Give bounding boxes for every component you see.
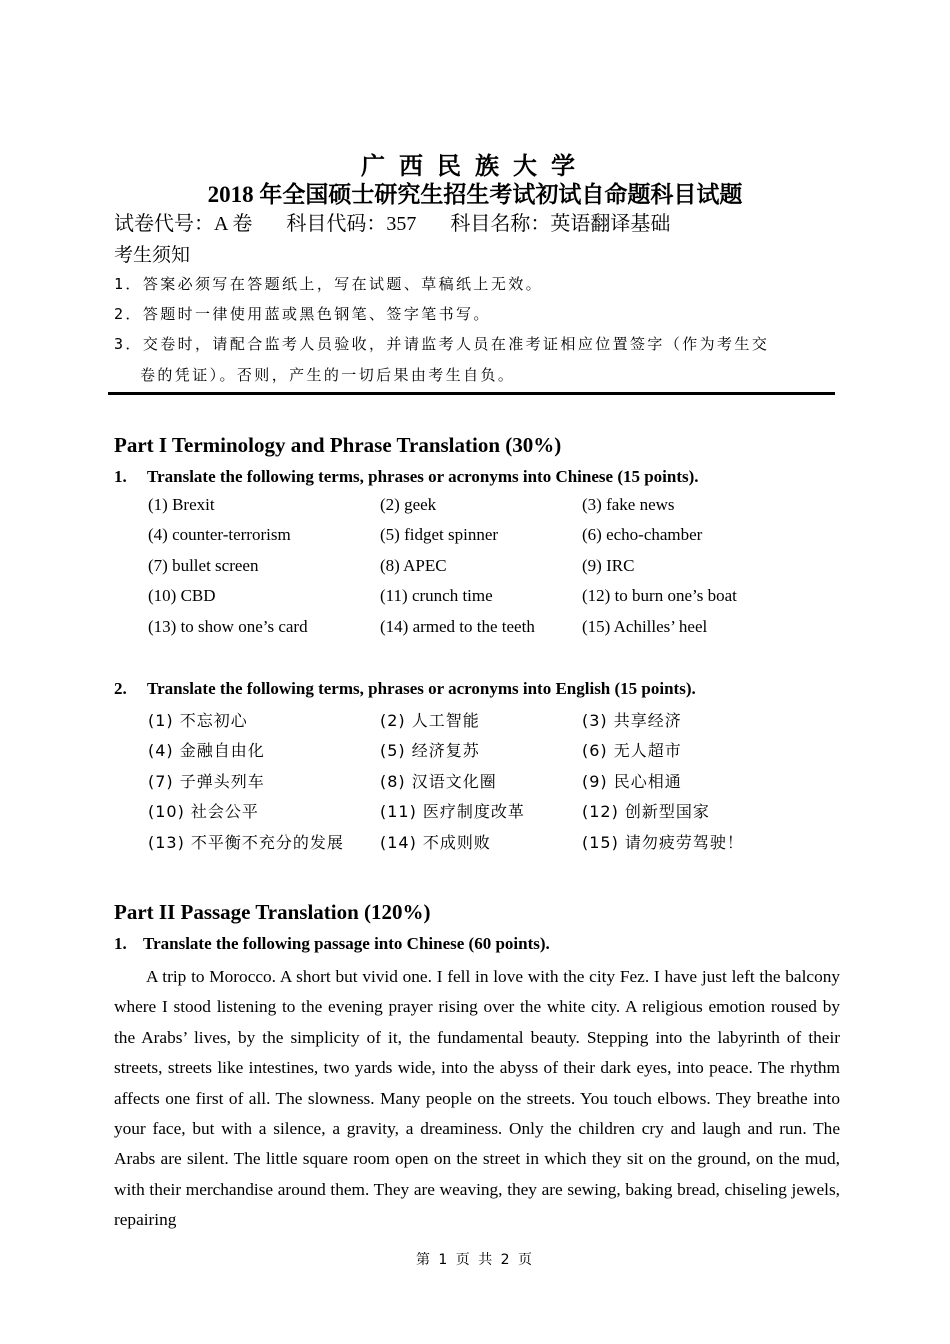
part2-q1-instruction xyxy=(114,934,550,954)
term-row xyxy=(148,830,838,860)
question-number: 1. xyxy=(114,934,127,953)
term-item: (13) to show one’s card xyxy=(148,616,308,636)
term-item: (15) 请勿疲劳驾驶！ xyxy=(582,832,744,852)
term-item: (9) 民心相通 xyxy=(582,771,682,791)
term-item: (9) IRC xyxy=(582,555,635,575)
question-text: Translate the following terms, phrases or acronyms into English (15 points). xyxy=(147,679,696,698)
term-item: (11) crunch time xyxy=(380,586,493,606)
term-item: (2) 人工智能 xyxy=(380,711,480,730)
notice-heading: 考生须知 xyxy=(114,244,191,266)
term-item: (4) 金融自由化 xyxy=(148,741,265,761)
part1-q1-instruction xyxy=(114,467,699,487)
page-footer: 第 1 页 共 2 页 xyxy=(415,1252,535,1268)
notice-item: 2．答题时一律使用蓝或黑色钢笔、签字笔书写。 xyxy=(114,305,491,323)
part2-title: Part II Passage Translation (120%) xyxy=(114,900,431,924)
term-item: (7) 子弹头列车 xyxy=(148,771,265,791)
term-row xyxy=(148,525,838,555)
translation-passage: A trip to Morocco. A short but vivid one. I fell in love with the city Fez. I have just left the balcony where I stood listening to the evening prayer rising over the white city. A religious emotion roused by the Arabs’ lives, by the simplicity of it, the fundamental beauty. Stepping into the labyrinth of their streets, streets like intestines, two yards wide, into the abyss of their dark eyes, into peace. The rhythm affects one first of all. The slowness. Many people on the streets. You touch elbows. They breathe into your face, but with a silence, a gravity, a dreaminess. Only the children cry and laugh and run. The Arabs are silent. The little square room open on the street in which they sit on the ground, on the mud, with their merchandise around them. They are weaving, they are sewing, baking bread, chiseling jewels, repairing xyxy=(114,967,840,1230)
term-item: (1) Brexit xyxy=(148,495,215,514)
term-item: (7) bullet screen xyxy=(148,555,259,575)
question-number: 1. xyxy=(114,467,127,486)
paper-code: 试卷代号：A 卷 xyxy=(114,213,253,235)
term-item: (3) 共享经济 xyxy=(582,711,682,730)
term-item: (14) 不成则败 xyxy=(380,832,491,852)
term-row xyxy=(148,708,838,738)
term-item: (1) 不忘初心 xyxy=(148,711,248,730)
notice-item: 1．答案必须写在答题纸上，写在试题、草稿纸上无效。 xyxy=(114,275,544,293)
term-item: (8) 汉语文化圈 xyxy=(380,771,497,791)
question-number: 2. xyxy=(114,679,127,698)
term-row xyxy=(148,799,838,829)
term-row xyxy=(148,738,838,768)
term-item: (11) 医疗制度改革 xyxy=(380,802,525,822)
term-row xyxy=(148,556,838,586)
exam-code-line xyxy=(114,207,704,236)
term-item: (8) APEC xyxy=(380,555,447,575)
term-item: (15) Achilles’ heel xyxy=(582,616,708,636)
term-item: (2) geek xyxy=(380,495,437,514)
term-row xyxy=(148,586,838,616)
term-grid-chinese xyxy=(148,708,838,860)
term-item: (12) 创新型国家 xyxy=(582,802,710,822)
exam-title: 2018 年全国硕士研究生招生考试初试自命题科目试题 xyxy=(207,182,743,207)
university-name: 广西民族大学 xyxy=(361,152,589,180)
question-text: Translate the following terms, phrases or acronyms into Chinese (15 points). xyxy=(147,467,699,486)
term-item: (6) 无人超市 xyxy=(582,741,682,761)
term-item: (10) 社会公平 xyxy=(148,802,259,822)
subject-name: 科目名称：英语翻译基础 xyxy=(450,213,671,235)
term-item: (12) to burn one’s boat xyxy=(582,586,737,606)
question-text: Translate the following passage into Chinese (60 points). xyxy=(143,934,550,953)
term-item: (13) 不平衡不充分的发展 xyxy=(148,832,344,852)
part1-title: Part I Terminology and Phrase Translation (30%) xyxy=(114,433,562,457)
term-item: (10) CBD xyxy=(148,586,216,606)
divider-rule xyxy=(108,392,835,395)
term-item: (6) echo-chamber xyxy=(582,525,703,545)
part1-q2-instruction xyxy=(114,679,696,699)
term-item: (5) 经济复苏 xyxy=(380,741,480,761)
term-grid-english xyxy=(148,495,838,647)
term-row xyxy=(148,495,838,525)
term-item: (3) fake news xyxy=(582,495,675,514)
term-item: (14) armed to the teeth xyxy=(380,616,535,636)
term-row xyxy=(148,769,838,799)
notice-item: 卷的凭证）。否则，产生的一切后果由考生自负。 xyxy=(140,366,516,384)
term-row xyxy=(148,617,838,647)
term-item: (4) counter-terrorism xyxy=(148,525,291,545)
subject-code: 科目代码：357 xyxy=(286,213,417,235)
term-item: (5) fidget spinner xyxy=(380,525,499,545)
notice-item: 3．交卷时，请配合监考人员验收，并请监考人员在准考证相应位置签字（作为考生交 xyxy=(114,335,770,353)
